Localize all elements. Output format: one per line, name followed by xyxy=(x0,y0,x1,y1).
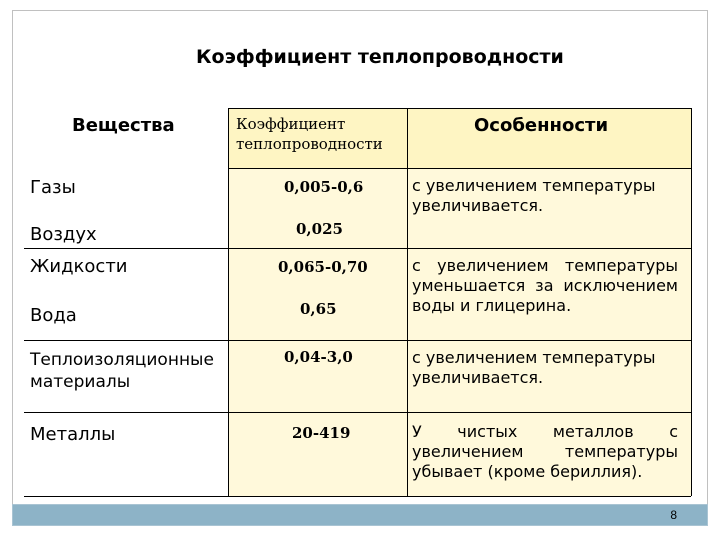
feature-gas: с увеличением температуры увеличивается. xyxy=(412,176,656,215)
grid-line xyxy=(228,108,691,109)
substance-air: Воздух xyxy=(30,224,97,245)
grid-line xyxy=(24,248,691,249)
feature-insulation: с увеличением температуры увеличивается. xyxy=(412,348,656,387)
grid-line xyxy=(228,168,691,169)
slide-title: Коэффициент теплопроводности xyxy=(196,46,564,68)
grid-line xyxy=(24,412,691,413)
grid-line xyxy=(24,496,691,497)
value-air: 0,025 xyxy=(296,220,343,238)
value-metal: 20-419 xyxy=(292,424,351,442)
header-features: Особенности xyxy=(474,115,609,136)
header-substance: Вещества xyxy=(72,115,175,136)
substance-insulation: Теплоизоляционные материалы xyxy=(30,350,214,392)
feature-metal: У чистых металлов с увеличением температуры убывает (кроме бериллия). xyxy=(412,422,678,481)
value-water: 0,65 xyxy=(300,300,337,318)
substance-metal: Металлы xyxy=(30,424,116,445)
substance-water: Вода xyxy=(30,305,77,326)
grid-line xyxy=(24,340,691,341)
substance-liquid: Жидкости xyxy=(30,256,128,277)
value-liquid: 0,065-0,70 xyxy=(278,258,368,276)
grid-line xyxy=(691,108,692,496)
feature-liquid: с увеличением температуры уменьшается за исключением воды и глицерина. xyxy=(412,256,678,315)
substance-gas: Газы xyxy=(30,177,76,198)
value-gas: 0,005-0,6 xyxy=(284,178,364,196)
page-number: 8 xyxy=(670,508,677,522)
grid-line xyxy=(228,108,229,496)
header-coef: Коэффициент теплопроводности xyxy=(236,115,383,153)
footer-bar xyxy=(12,504,708,526)
grid-line xyxy=(407,108,408,496)
value-insulation: 0,04-3,0 xyxy=(284,348,353,366)
